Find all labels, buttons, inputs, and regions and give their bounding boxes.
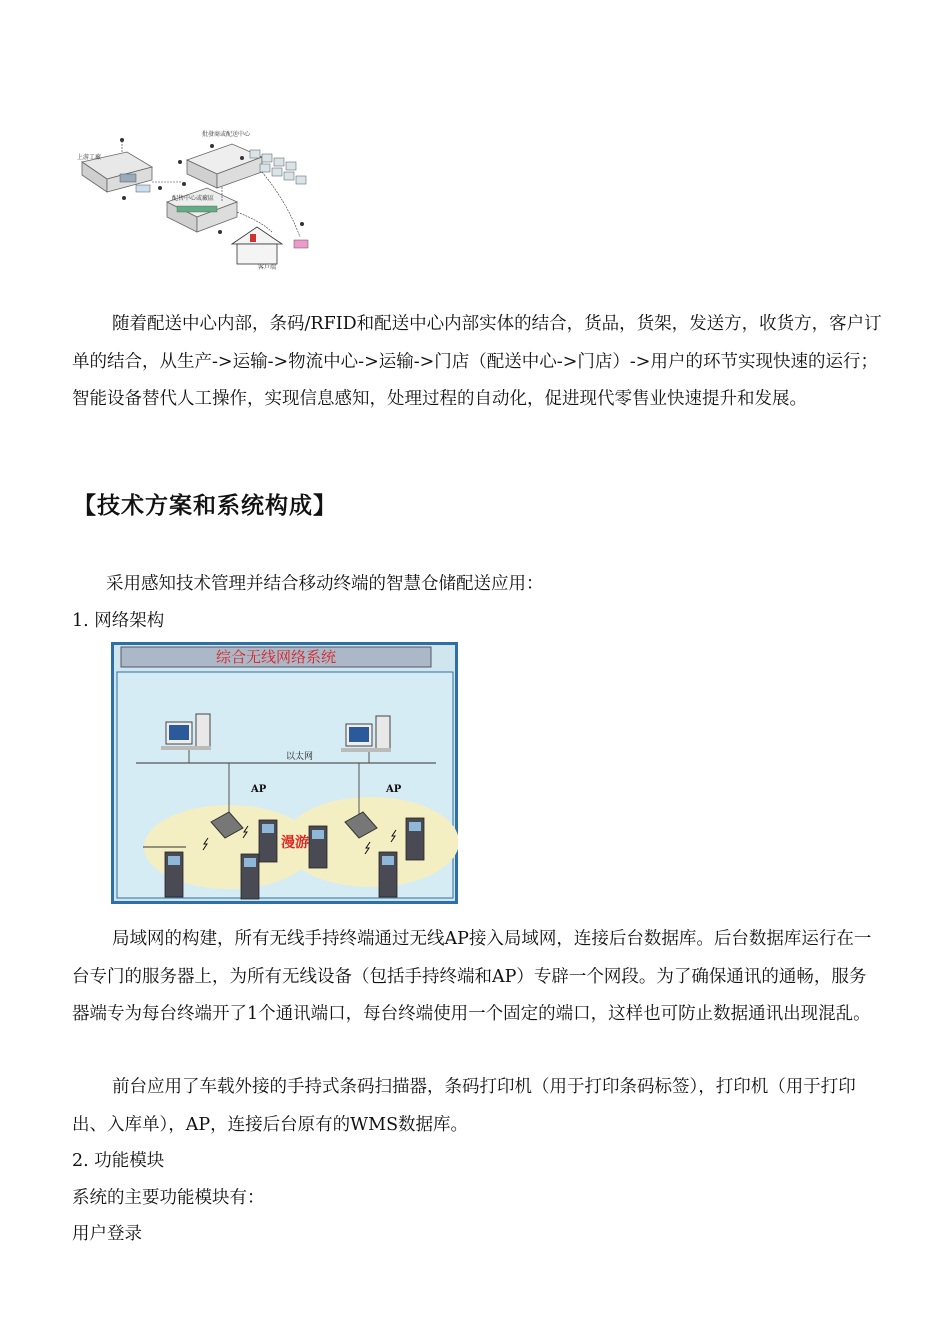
item-function-modules: 2. 功能模块 [72, 1151, 165, 1171]
factory-label: 上游工廠 [77, 154, 102, 161]
section-heading: 【技术方案和系统构成】 [73, 493, 337, 519]
paragraph-supply-chain-text: 随着配送中心内部，条码/RFID和配送中心内部实体的结合，货品，货架，发送方，收货方，客户订单的结合，从生产->运输->物流中心->运输->门店（配送中心->门店）->用户的环节实现快速的运行；智能设备替代人工操作，实现信息感知，处理过程的自动化，促进现代零售业快速提升和发展。 [72, 314, 882, 409]
paragraph-supply-chain [72, 306, 882, 419]
wireless-network-figure [111, 642, 458, 904]
customer-label: 客戶端 [258, 264, 277, 271]
intro-text: 采用感知技术管理并结合移动终端的智慧仓储配送应用： [106, 574, 544, 594]
intro-line [72, 566, 882, 604]
center-label: 配售中心或廠區 [172, 195, 215, 202]
ethernet-label: 以太网 [286, 752, 314, 762]
paragraph-frontend [72, 1069, 882, 1144]
network-title: 综合无线网络系统 [215, 648, 337, 666]
supply-chain-figure [72, 122, 320, 272]
paragraph-frontend-text: 前台应用了车载外接的手持式条码扫描器，条码打印机（用于打印条码标签），打印机（用于打印出、入库单），AP，连接后台原有的WMS数据库。 [72, 1077, 856, 1135]
main-modules-line: 系统的主要功能模块有： [72, 1188, 265, 1208]
item-network-architecture: 1. 网络架构 [72, 611, 165, 631]
wholesale-label: 批發商或配送中心 [202, 131, 251, 138]
user-login-line: 用户登录 [72, 1224, 142, 1244]
paragraph-lan-text: 局域网的构建，所有无线手持终端通过无线AP接入局域网，连接后台数据库。后台数据库运行在一台专门的服务器上，为所有无线设备（包括手持终端和AP）专辟一个网段。为了确保通讯的通畅，服务器端专为每台终端开了1个通讯端口，每台终端使用一个固定的端口，这样也可防止数据通讯出现混乱。 [72, 929, 872, 1024]
paragraph-lan [72, 921, 882, 1034]
ap-right-label: AP [386, 784, 402, 795]
ap-left-label: AP [251, 784, 267, 795]
roaming-label: 漫游 [281, 835, 309, 851]
